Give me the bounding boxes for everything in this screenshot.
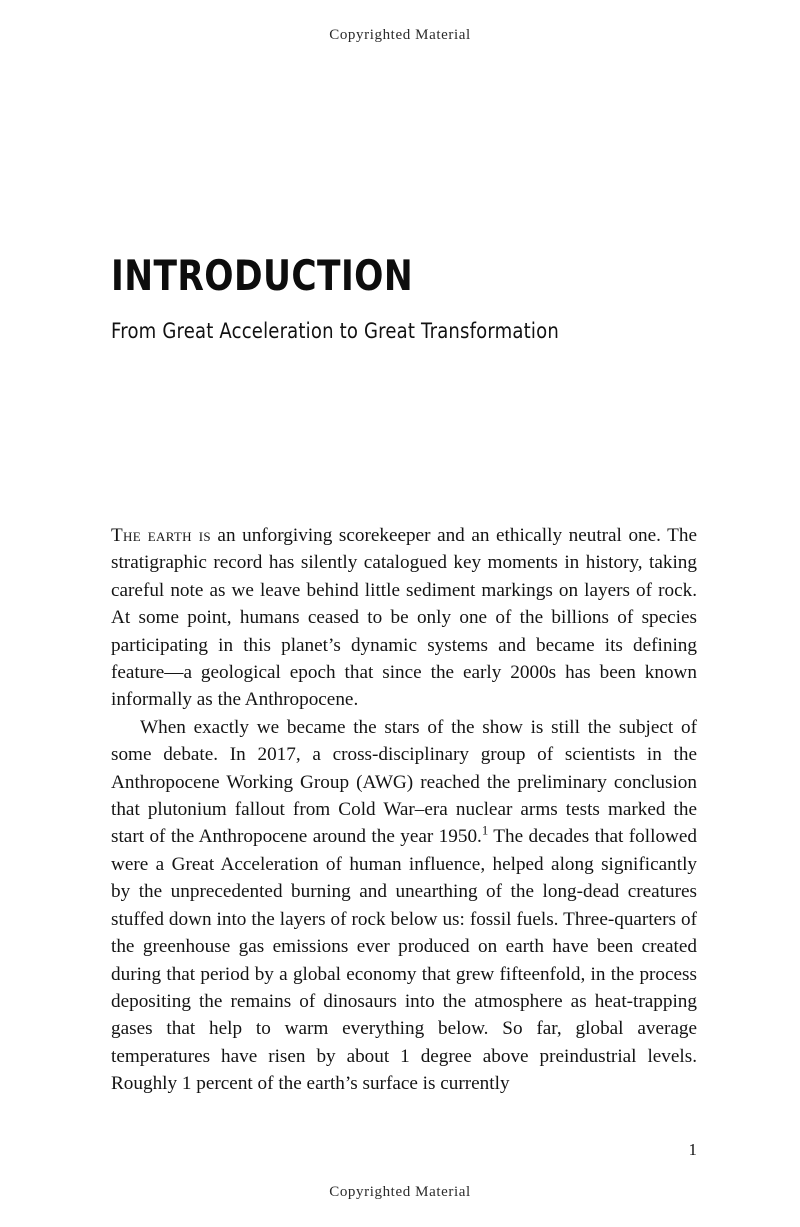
- paragraph-2: [111, 714, 697, 1098]
- copyright-watermark-bottom: Copyrighted Material: [329, 1184, 471, 1200]
- paragraph-2-text-before-note: When exactly we became the stars of the show is still the subject of some debate. In 2017, a cross-disciplinary group of scientists in the Anthropocene Working Group (AWG) reached the preliminary conclusion that plutonium fallout from Cold War–era nuclear arms tests marked the start of the Anthropocene around the year 1950.: [111, 716, 697, 848]
- page-number: 1: [688, 1140, 697, 1159]
- opening-small-caps: The earth is: [111, 525, 211, 546]
- chapter-subtitle: From Great Acceleration to Great Transformation: [111, 319, 559, 344]
- copyright-watermark-top: Copyrighted Material: [329, 27, 471, 43]
- paragraph-1-text: an unforgiving scorekeeper and an ethically neutral one. The stratigraphic record has silently catalogued key moments in history, taking careful note as we leave behind little sediment markings on layers of rock. At some point, humans ceased to be only one of the billions of species participating in this planet’s dynamic systems and became its defining feature—a geological epoch that since the early 2000s has been known informally as the Anthropocene.: [111, 525, 697, 711]
- paragraph-2-text-after-note: The decades that followed were a Great Acceleration of human influence, helped along significantly by the unprecedented burning and unearthing of the long-dead creatures stuffed down into the layers of rock below us: fossil fuels. Three-quarters of the greenhouse gas emissions ever produced on earth have been created during that period by a global economy that grew fifteenfold, in the process depositing the remains of dinosaurs into the atmosphere as heat-trapping gases that help to warm everything below. So far, global average temperatures have risen by about 1 degree above preindustrial levels. Roughly 1 percent of the earth’s surface is currently: [111, 826, 697, 1095]
- chapter-title: INTRODUCTION: [111, 251, 414, 301]
- paragraph-1: [111, 522, 697, 714]
- body-text: [111, 522, 697, 1098]
- footnote-marker-1[interactable]: 1: [481, 824, 489, 839]
